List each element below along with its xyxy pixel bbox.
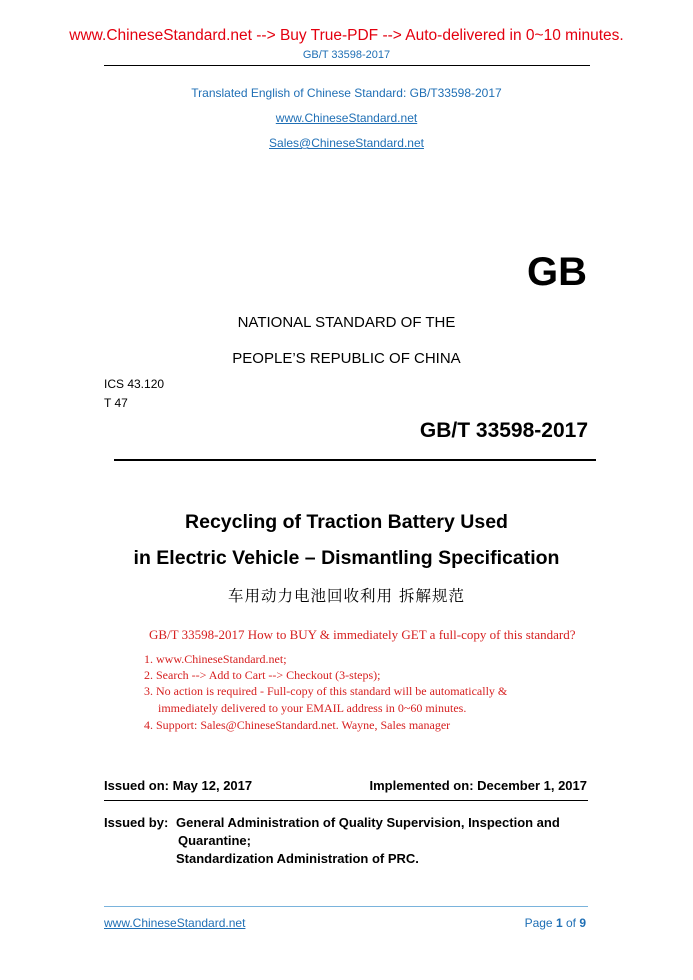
- dates-divider: [104, 800, 588, 801]
- national-standard-line: NATIONAL STANDARD OF THE: [237, 314, 456, 331]
- footer-divider: [104, 906, 588, 907]
- footer-website-link[interactable]: www.ChineseStandard.net: [104, 916, 246, 930]
- issued-by-label: Issued by:: [104, 815, 169, 830]
- top-banner-link[interactable]: www.ChineseStandard.net --> Buy True-PDF --> Auto-delivered in 0~10 minutes.: [69, 27, 624, 44]
- ics-code: ICS 43.120: [104, 377, 165, 391]
- gb-mark: GB: [527, 250, 587, 294]
- issuing-authority-1: General Administration of Quality Supervision, Inspection and: [176, 815, 560, 830]
- standard-number: GB/T 33598-2017: [419, 419, 588, 442]
- purchase-step[interactable]: 4. Support: Sales@ChineseStandard.net. Wayne, Sales manager: [144, 718, 451, 732]
- document-title-line-1: Recycling of Traction Battery Used: [185, 511, 508, 533]
- purchase-step-continuation: immediately delivered to your EMAIL address in 0~60 minutes.: [158, 701, 467, 715]
- page-indicator: [440, 916, 586, 930]
- header-standard-code: GB/T 33598-2017: [302, 49, 391, 61]
- website-link[interactable]: www.ChineseStandard.net: [275, 111, 418, 125]
- document-title-line-2: in Electric Vehicle – Dismantling Specification: [133, 547, 560, 569]
- page-total: 9: [579, 916, 586, 930]
- issued-on-date: Issued on: May 12, 2017: [104, 778, 253, 793]
- issuing-authority-2: Standardization Administration of PRC.: [176, 851, 419, 866]
- page-current: 1: [555, 916, 563, 930]
- issuing-authority-1-continuation: Quarantine;: [178, 833, 251, 848]
- header-divider: [104, 65, 590, 66]
- country-line: PEOPLE’S REPUBLIC OF CHINA: [232, 350, 461, 367]
- page-prefix: Page: [524, 916, 556, 930]
- purchase-step: 3. No action is required - Full-copy of this standard will be automatically &: [144, 684, 508, 698]
- purchase-heading: GB/T 33598-2017 How to BUY & immediately GET a full-copy of this standard?: [149, 627, 576, 642]
- sales-email-link[interactable]: Sales@ChineseStandard.net: [269, 136, 424, 150]
- classification-code: T 47: [104, 396, 128, 410]
- page-separator: of: [562, 916, 580, 930]
- implemented-on-date: Implemented on: December 1, 2017: [369, 778, 587, 793]
- purchase-step[interactable]: 1. www.ChineseStandard.net;: [144, 652, 287, 666]
- chinese-title: 车用动力电池回收利用 拆解规范: [228, 587, 465, 605]
- translated-notice: Translated English of Chinese Standard: GB/T33598-2017: [191, 86, 502, 100]
- purchase-step: 2. Search --> Add to Cart --> Checkout (3-steps);: [144, 668, 381, 682]
- standard-number-divider: [114, 459, 596, 461]
